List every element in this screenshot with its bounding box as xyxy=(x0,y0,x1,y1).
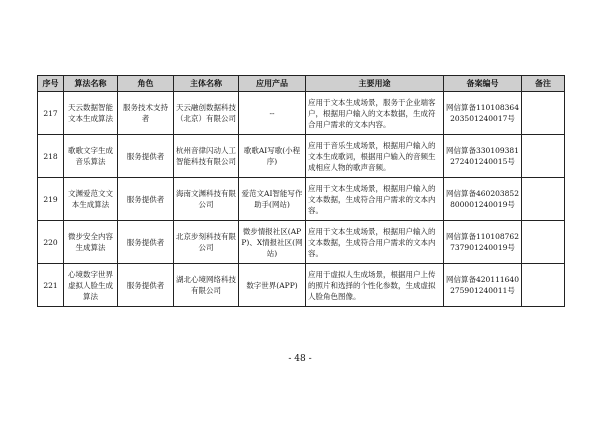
cell-role: 服务技术支持者 xyxy=(118,92,174,135)
table-header-row xyxy=(38,76,565,92)
cell-no: 217 xyxy=(38,92,64,135)
cell-product: -- xyxy=(239,92,306,135)
cell-no: 218 xyxy=(38,135,64,178)
header-usage: 主要用途 xyxy=(306,76,444,92)
table-row xyxy=(38,264,565,307)
header-remark: 备注 xyxy=(522,76,565,92)
cell-remark xyxy=(522,264,565,307)
cell-remark xyxy=(522,135,565,178)
page-number: - 48 - xyxy=(288,354,312,364)
header-no: 序号 xyxy=(38,76,64,92)
header-filing: 备案编号 xyxy=(444,76,522,92)
cell-product: 数字世界(APP) xyxy=(239,264,306,307)
cell-entity: 北京步刻科技有限公司 xyxy=(174,221,239,264)
cell-usage: 应用于虚拟人生成场景，根据用户上传的照片和选择的个性化参数，生成虚拟人脸角色图像。 xyxy=(306,264,444,307)
cell-filing: 网信算备460203852800001240019号 xyxy=(444,178,522,221)
header-entity: 主体名称 xyxy=(174,76,239,92)
table-row xyxy=(38,135,565,178)
cell-role: 服务提供者 xyxy=(118,221,174,264)
cell-entity: 天云融创数据科技（北京）有限公司 xyxy=(174,92,239,135)
cell-algorithm: 天云数据智能文本生成算法 xyxy=(64,92,118,135)
cell-product: 微步情报社区(APP)、X情报社区(网站) xyxy=(239,221,306,264)
cell-usage: 应用于文本生成场景，服务于企业端客户，根据用户输入的文本数据，生成符合用户需求的文本内容。 xyxy=(306,92,444,135)
table-row xyxy=(38,178,565,221)
algorithm-filing-table xyxy=(37,75,565,307)
cell-usage: 应用于音乐生成场景，根据用户输入的文本生成歌词，根据用户输入的音频生成相应人物的歌声音频。 xyxy=(306,135,444,178)
cell-filing: 网信算备110108364203501240017号 xyxy=(444,92,522,135)
cell-filing: 网信算备330109381272401240015号 xyxy=(444,135,522,178)
cell-no: 220 xyxy=(38,221,64,264)
cell-usage: 应用于文本生成场景，根据用户输入的文本数据，生成符合用户需求的文本内容。 xyxy=(306,221,444,264)
cell-entity: 湖北心境网络科技有限公司 xyxy=(174,264,239,307)
cell-remark xyxy=(522,221,565,264)
table-row xyxy=(38,92,565,135)
header-product: 应用产品 xyxy=(239,76,306,92)
cell-role: 服务提供者 xyxy=(118,264,174,307)
header-algorithm: 算法名称 xyxy=(64,76,118,92)
cell-usage: 应用于文本生成场景，根据用户输入的文本数据，生成符合用户需求的文本内容。 xyxy=(306,178,444,221)
cell-remark xyxy=(522,178,565,221)
cell-algorithm: 文渊爱范文文本生成算法 xyxy=(64,178,118,221)
cell-no: 221 xyxy=(38,264,64,307)
cell-algorithm: 微步安全内容生成算法 xyxy=(64,221,118,264)
cell-remark xyxy=(522,92,565,135)
cell-filing: 网信算备110108762737901240019号 xyxy=(444,221,522,264)
cell-product: 歌歌AI写歌(小程序) xyxy=(239,135,306,178)
table-row xyxy=(38,221,565,264)
cell-role: 服务提供者 xyxy=(118,135,174,178)
cell-product: 爱范文AI智能写作助手(网站) xyxy=(239,178,306,221)
cell-role: 服务提供者 xyxy=(118,178,174,221)
cell-filing: 网信算备420111640275901240011号 xyxy=(444,264,522,307)
header-role: 角色 xyxy=(118,76,174,92)
cell-entity: 杭州音律闪动人工智能科技有限公司 xyxy=(174,135,239,178)
cell-algorithm: 歌歌文字生成音乐算法 xyxy=(64,135,118,178)
cell-no: 219 xyxy=(38,178,64,221)
cell-algorithm: 心境数字世界虚拟人脸生成算法 xyxy=(64,264,118,307)
cell-entity: 海南文渊科技有限公司 xyxy=(174,178,239,221)
